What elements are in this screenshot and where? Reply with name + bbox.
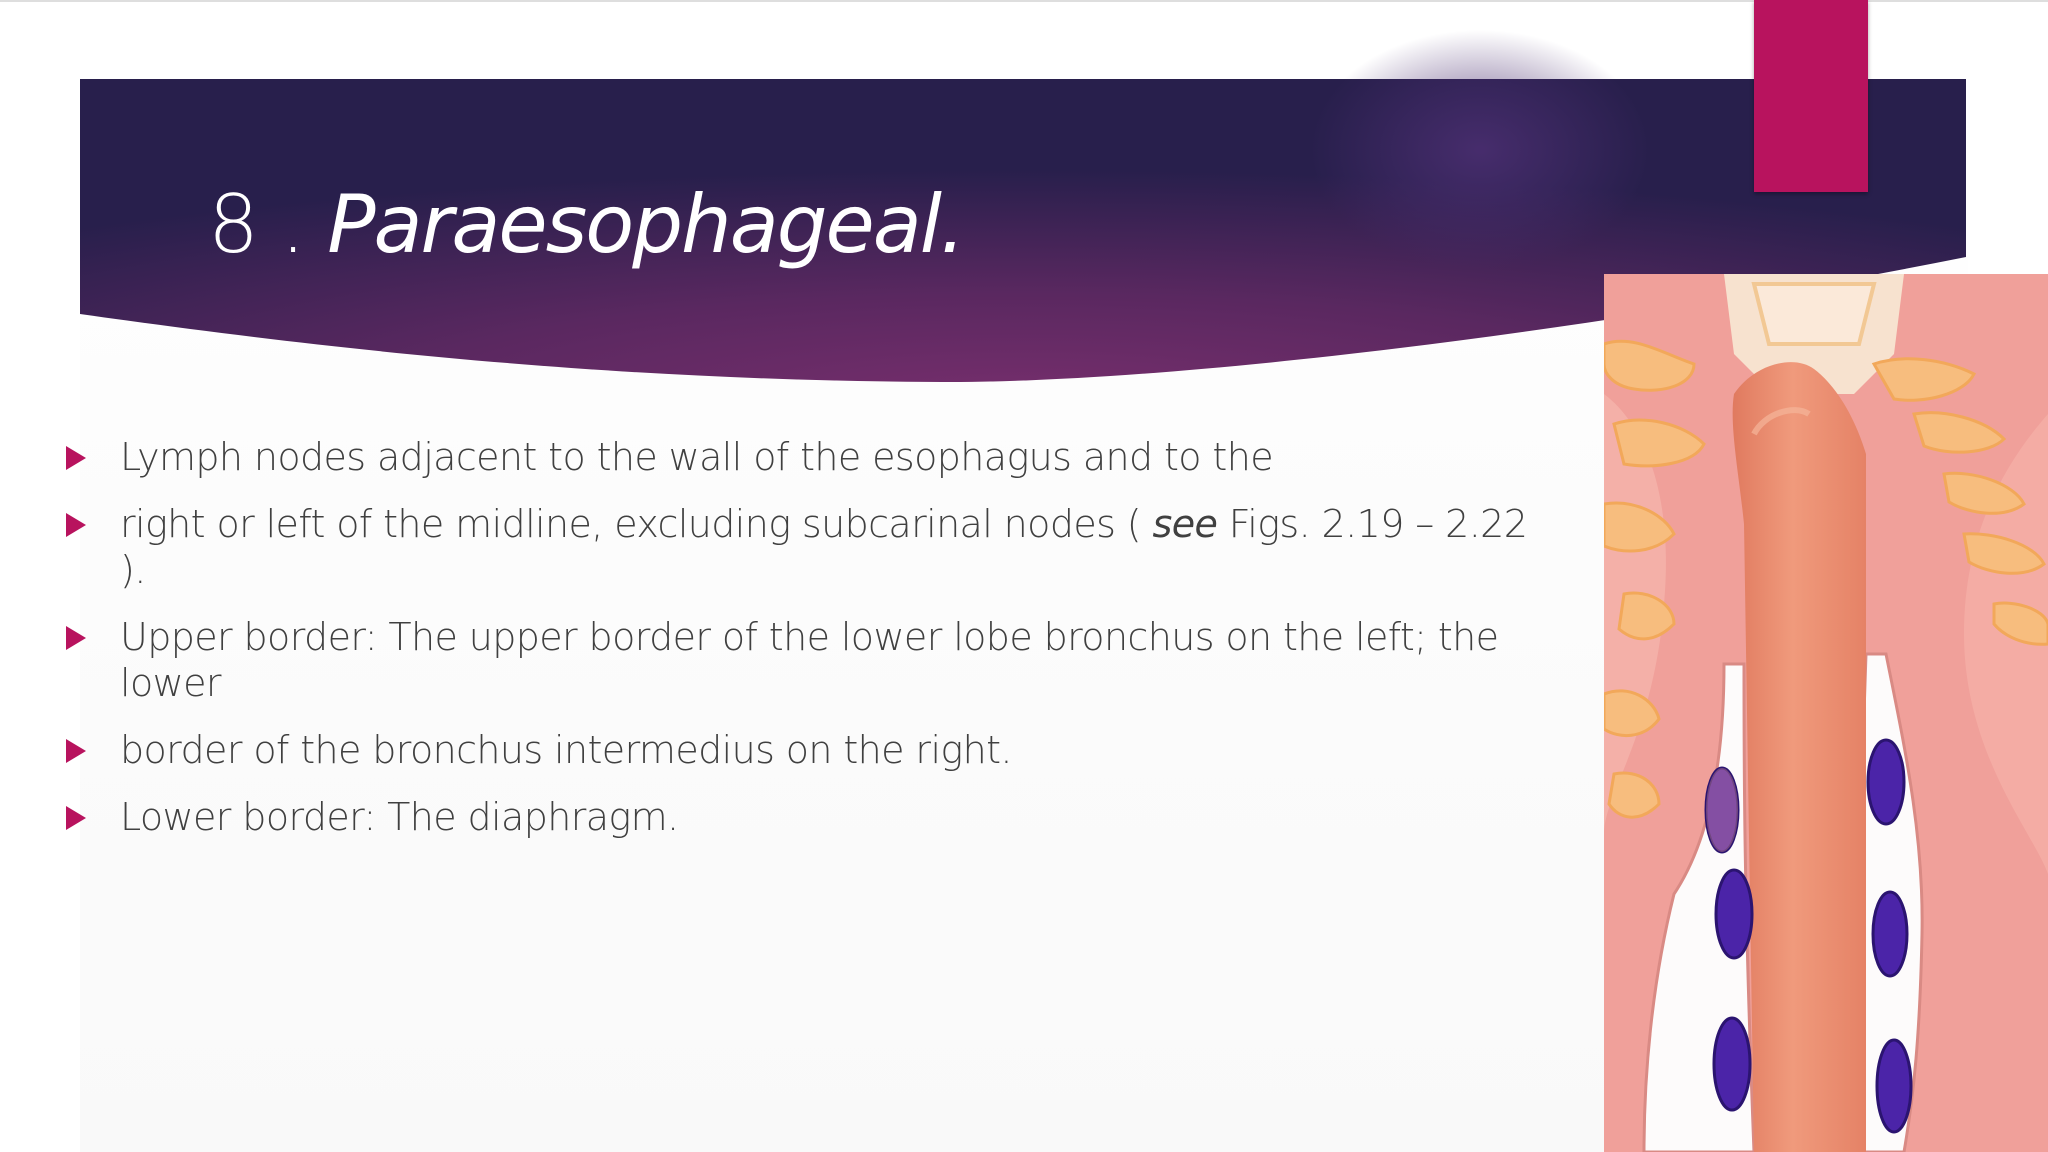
bullet-text-post: Figs. 2.19 – 2.22 ). [120, 502, 1528, 592]
bullet-text-emphasis: see [1152, 502, 1218, 546]
bullet-arrow-icon [66, 739, 86, 763]
bullet-text: Lymph nodes adjacent to the wall of the esophagus and to the [120, 435, 1273, 479]
bullet-text-pre: right or left of the midline, excluding subcarinal nodes ( [120, 502, 1153, 546]
bullet-item [62, 614, 1542, 706]
title-number: 8 . [208, 178, 304, 271]
bullet-arrow-icon [66, 446, 86, 470]
slide-title [208, 170, 963, 280]
bullet-arrow-icon [66, 513, 86, 537]
bullet-item [62, 727, 1542, 773]
bullet-arrow-icon [66, 806, 86, 830]
bullet-list [62, 434, 1542, 861]
bullet-item [62, 501, 1542, 593]
bullet-item [62, 794, 1542, 840]
bullet-text: Lower border: The diaphragm. [120, 795, 679, 839]
title-word: Paraesophageal. [327, 178, 964, 271]
bullet-arrow-icon [66, 626, 86, 650]
bullet-text: Upper border: The upper border of the lower lobe bronchus on the left; the lower [120, 615, 1499, 705]
accent-tab [1754, 0, 1868, 192]
bullet-item [62, 434, 1542, 480]
bullet-text: border of the bronchus intermedius on the right. [120, 728, 1012, 772]
anatomy-illustration [1604, 274, 2048, 1152]
